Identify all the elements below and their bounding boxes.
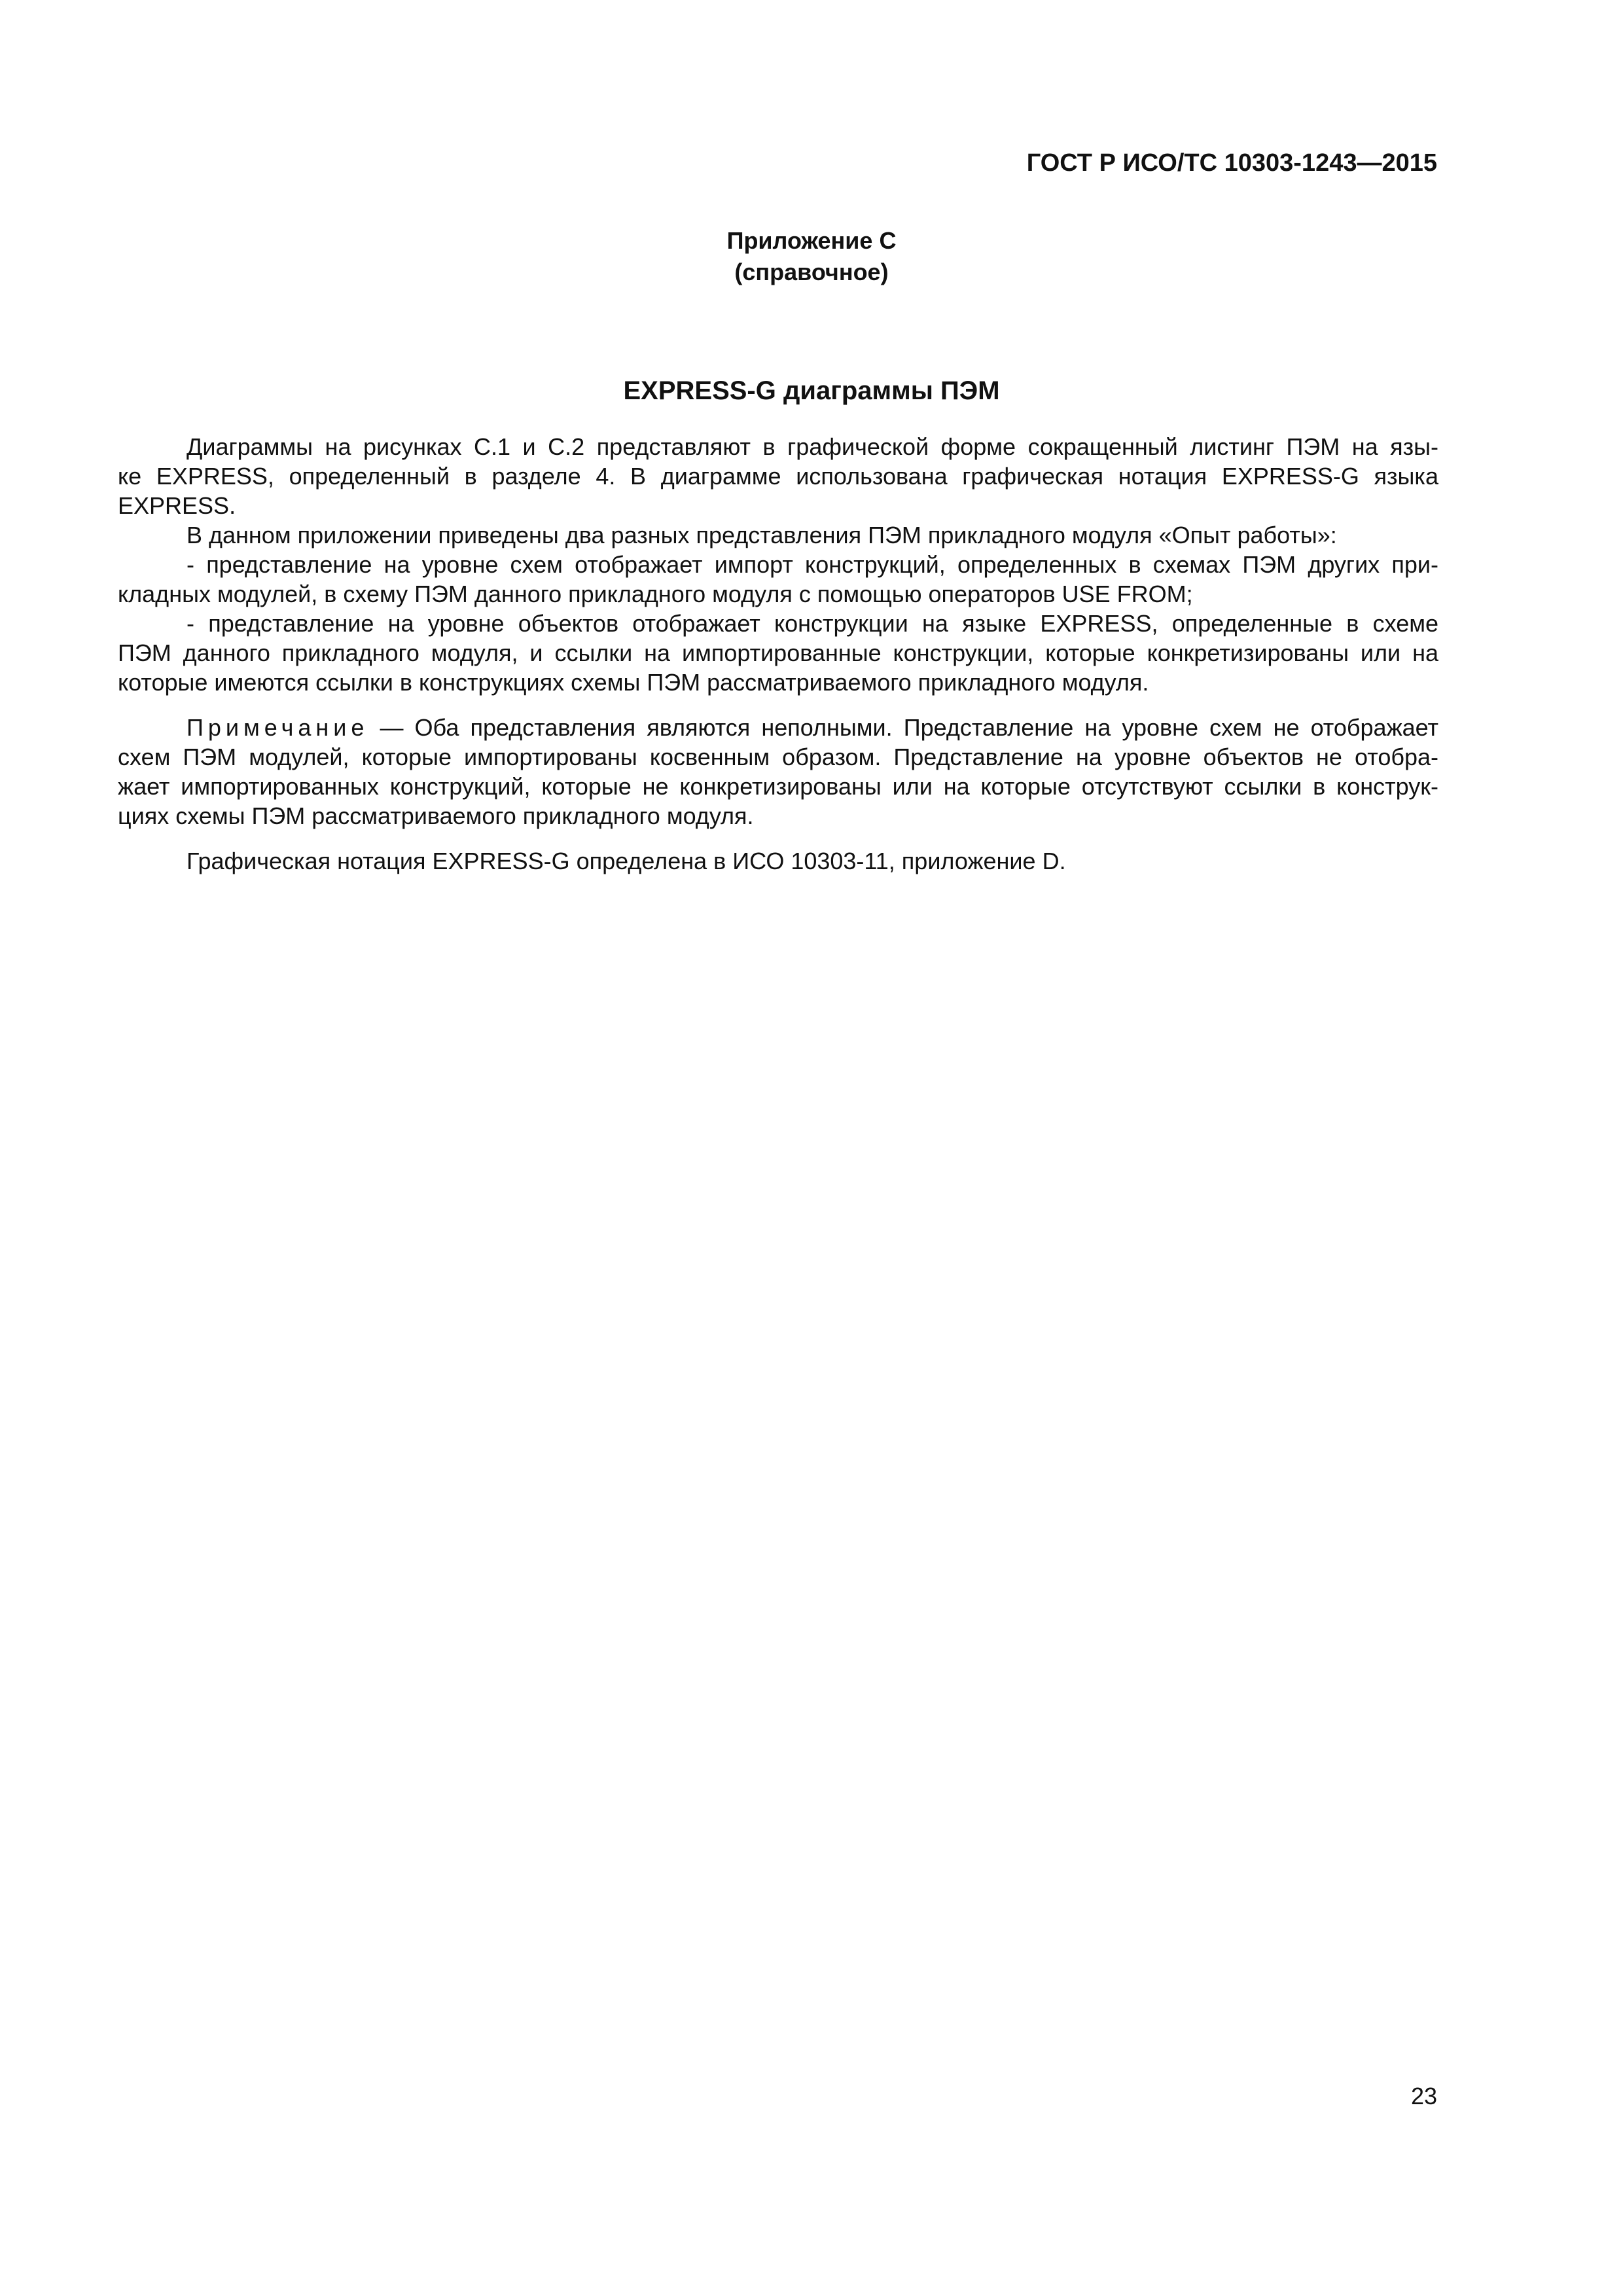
paragraph-gap: [118, 697, 1438, 713]
paragraph-line: циях схемы ПЭМ рассматриваемого прикладного модуля.: [118, 802, 754, 829]
annex-label: Приложение С: [726, 227, 897, 254]
page-number: 23: [1410, 2083, 1437, 2109]
annex-heading: [0, 225, 1623, 288]
paragraph-diagrams-intro: [118, 432, 1438, 520]
paragraph-line: - представление на уровне объектов отображает конструкции на языке EXPRESS, определенные в схеме: [187, 610, 1438, 637]
paragraph-line: Диаграммы на рисунках С.1 и С.2 представляют в графической форме сокращенный листинг ПЭМ на язы-: [187, 433, 1438, 460]
note-label: Примечание: [187, 714, 369, 741]
paragraph-line: кладных модулей, в схему ПЭМ данного прикладного модуля с помощью операторов USE FROM;: [118, 581, 1193, 607]
document-code-header: ГОСТ Р ИСО/ТС 10303-1243—2015: [1026, 149, 1437, 177]
annex-status: (справочное): [734, 259, 889, 285]
paragraph-line: которые имеются ссылки в конструкциях схемы ПЭМ рассматриваемого прикладного модуля.: [118, 669, 1149, 696]
note-text: — Оба представления являются неполными. Представление на уровне схем не отображает: [368, 714, 1438, 741]
paragraph-notation-reference: [118, 846, 1438, 876]
paragraph-line: ке EXPRESS, определенный в разделе 4. В диаграмме использована графическая нотация EXPRESS-G языка: [118, 463, 1438, 490]
paragraph-line: схем ПЭМ модулей, которые импортированы косвенным образом. Представление на уровне объектов не отобра-: [118, 744, 1438, 770]
body-text: [118, 432, 1438, 876]
paragraph-gap: [118, 831, 1438, 846]
paragraph-object-level: [118, 609, 1438, 697]
note-paragraph: [118, 713, 1438, 831]
paragraph-line: жает импортированных конструкций, которые не конкретизированы или на которые отсутствуют ссылки в конструк-: [118, 773, 1438, 800]
paragraph-line: В данном приложении приведены два разных представления ПЭМ прикладного модуля «Опыт работы»:: [187, 522, 1337, 548]
paragraph-line: Графическая нотация EXPRESS-G определена в ИСО 10303-11, приложение D.: [187, 848, 1066, 874]
note-first-line: [118, 713, 1438, 742]
paragraph-line: ПЭМ данного прикладного модуля, и ссылки на импортированные конструкции, которые конкретизированы или на: [118, 639, 1438, 666]
paragraph-schema-level: [118, 550, 1438, 609]
paragraph-line: EXPRESS.: [118, 492, 236, 519]
paragraph-line: - представление на уровне схем отображает импорт конструкций, определенных в схемах ПЭМ других при-: [187, 551, 1438, 578]
section-title: EXPRESS-G диаграммы ПЭМ: [623, 376, 1000, 405]
paragraph-two-representations: [118, 520, 1438, 550]
